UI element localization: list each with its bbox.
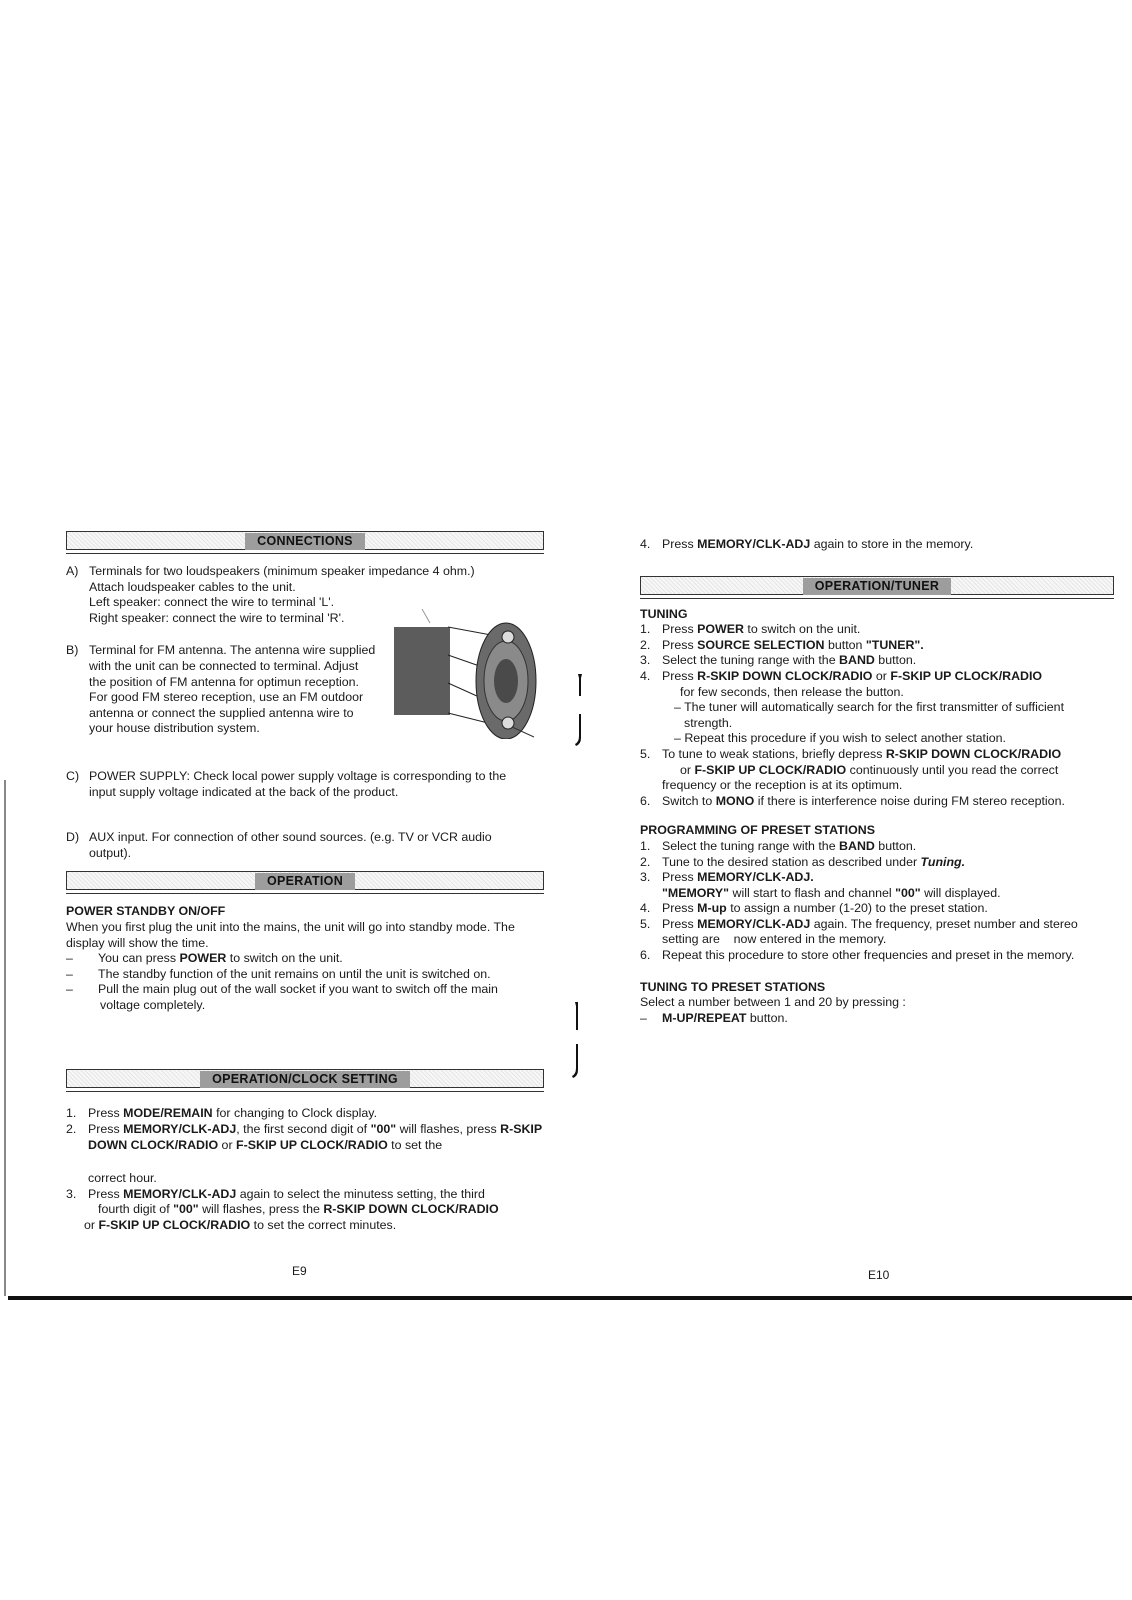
- speaker-illustration: [392, 609, 542, 739]
- tuning-step-5: 5. To tune to weak stations, briefly depress R-SKIP DOWN CLOCK/RADIO or F-SKIP UP CLOCK/RADIO continuously until you read the correct frequency or the reception is at its optimum.: [640, 746, 1062, 793]
- preset-intro: Select a number between 1 and 20 by pressing :: [640, 995, 906, 1010]
- page-number-left: E9: [292, 1264, 307, 1278]
- clock-step-3: 3. Press MEMORY/CLK-ADJ again to select the minutess setting, the third fourth digit of "00" will flashes, press the R-SKIP DOWN CLOCK/RADIO or F-SKIP UP CLOCK/RADIO to set the correct minutes.: [66, 1186, 499, 1233]
- clock-step-2: 2. Press MEMORY/CLK-ADJ, the first second digit of "00" will flashes, press R-SKIP DOWN CLOCK/RADIO or F-SKIP UP CLOCK/RADIO to set the correct hour.: [66, 1122, 542, 1186]
- banner-rule: [66, 893, 544, 894]
- programming-heading: PROGRAMMING OF PRESET STATIONS: [640, 823, 875, 838]
- clock-setting-banner: [66, 1069, 544, 1088]
- right-page: [640, 537, 1114, 1026]
- preset-bullet: – M-UP/REPEAT button.: [640, 1010, 788, 1025]
- operation-bullet: – Pull the main plug out of the wall socket if you want to switch off the main voltage completely.: [66, 982, 498, 1012]
- clock-setting-title: OPERATION/CLOCK SETTING: [200, 1071, 410, 1088]
- power-standby-intro: When you first plug the unit into the mains, the unit will go into standby mode. The display will show the time.: [66, 919, 515, 950]
- power-standby-heading: POWER STANDBY ON/OFF: [66, 904, 226, 919]
- operation-bullet: – The standby function of the unit remains on until the unit is switched on.: [66, 966, 491, 981]
- prog-step-1: 1. Select the tuning range with the BAND button.: [640, 838, 917, 853]
- tuning-step-2: 2. Press SOURCE SELECTION button "TUNER".: [640, 637, 924, 652]
- tuning-heading: TUNING: [640, 606, 688, 621]
- tuning-step-3: 3. Select the tuning range with the BAND button.: [640, 653, 917, 668]
- operation-bullet: – You can press POWER to switch on the unit.: [66, 951, 343, 966]
- scan-edge-line: [4, 780, 6, 1296]
- prog-step-4: 4. Press M-up to assign a number (1-20) to the preset station.: [640, 901, 988, 916]
- prog-step-5: 5. Press MEMORY/CLK-ADJ again. The frequency, preset number and stereo setting are now entered in the memory.: [640, 916, 1078, 947]
- binder-mark-icon: [569, 1002, 583, 1082]
- terminal-knob-icon: [502, 631, 514, 643]
- operation-title: OPERATION: [255, 873, 355, 890]
- preset-heading: TUNING TO PRESET STATIONS: [640, 979, 826, 994]
- tuning-step-1: 1. Press POWER to switch on the unit.: [640, 622, 861, 637]
- banner-rule: [66, 1091, 544, 1092]
- tuning-step-4: 4. Press R-SKIP DOWN CLOCK/RADIO or F-SKIP UP CLOCK/RADIO for few seconds, then release the button. – The tuner will automatically search for the first transmitter of sufficient strength. – Repeat this procedure if you wish to select another station.: [640, 668, 1065, 746]
- clock-step-1: 1. Press MODE/REMAIN for changing to Clock display.: [66, 1106, 378, 1121]
- connection-c: C) POWER SUPPLY: Check local power supply voltage is corresponding to the input supply voltage indicated at the back of the product.: [66, 768, 507, 799]
- bottom-rule: [8, 1296, 1132, 1300]
- connection-b: B) Terminal for FM antenna. The antenna wire supplied with the unit can be connected to terminal. Adjust the position of FM antenna for optimun reception. For good FM stereo reception, use an FM outdoor antenna or connect the supplied antenna wire to your house distribution system.: [66, 643, 376, 736]
- prog-step-2: 2. Tune to the desired station as described under Tuning.: [640, 854, 966, 869]
- prog-step-3: 3. Press MEMORY/CLK-ADJ. "MEMORY" will start to flash and channel "00" will displayed.: [640, 870, 1001, 900]
- operation-banner: [66, 871, 544, 890]
- clock-step-4: 4. Press MEMORY/CLK-ADJ again to store in the memory.: [640, 537, 974, 551]
- connections-title: CONNECTIONS: [245, 533, 365, 550]
- connection-d: D) AUX input. For connection of other sound sources. (e.g. TV or VCR audio output).: [66, 830, 492, 860]
- page-number-right: E10: [868, 1268, 890, 1282]
- binder-mark-icon: [572, 672, 586, 752]
- tuner-title: OPERATION/TUNER: [803, 578, 951, 595]
- connection-a: A) Terminals for two loudspeakers (minimum speaker impedance 4 ohm.) Attach loudspeaker cables to the unit. Left speaker: connect the wire to terminal 'L'. Right speaker: connect the wire to terminal 'R'.: [66, 564, 475, 625]
- tuning-step-6: 6. Switch to MONO if there is interference noise during FM stereo reception.: [640, 793, 1065, 808]
- banner-rule: [66, 553, 544, 554]
- banner-rule: [640, 598, 1114, 599]
- connections-banner: [66, 531, 544, 550]
- tuner-banner: [640, 576, 1114, 595]
- speaker-back-panel: [394, 627, 450, 715]
- prog-step-6: 6. Repeat this procedure to store other frequencies and preset in the memory.: [640, 948, 1075, 963]
